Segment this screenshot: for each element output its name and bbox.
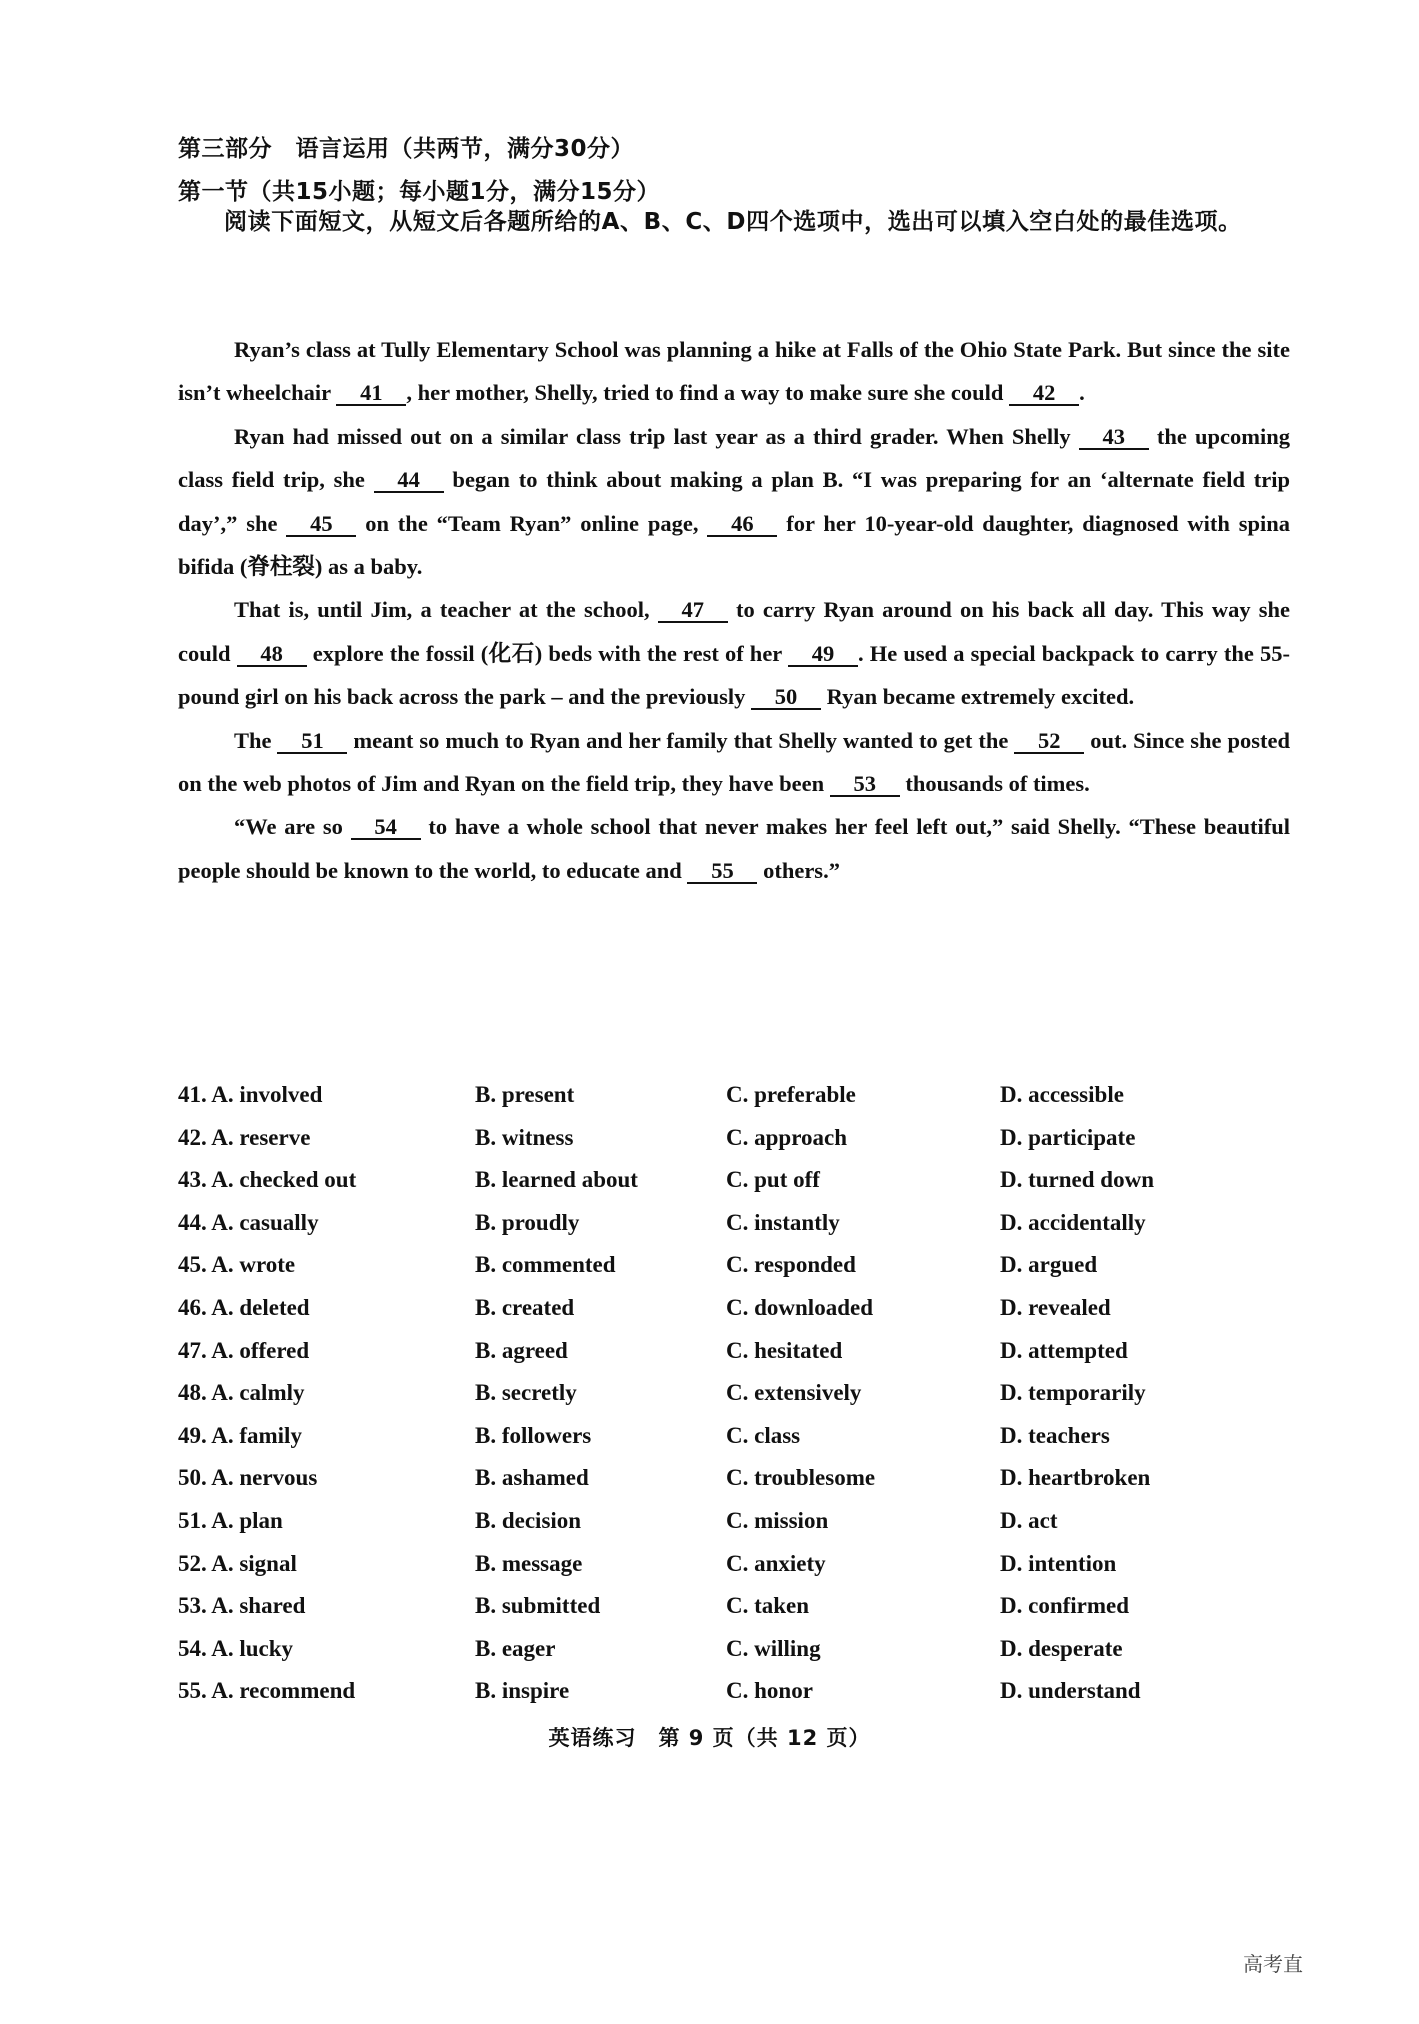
passage-text: to have a whole school that never makes her feel left out,” said Shelly. “These beautiful people should be known to the world, to educate and (178, 814, 1290, 883)
option-a: 52. A. signal (178, 1550, 297, 1576)
passage-text: thousands of times. (899, 771, 1090, 797)
passage-text: . (1079, 380, 1085, 406)
option-a: 45. A. wrote (178, 1252, 296, 1278)
option-d: D. act (1000, 1507, 1058, 1533)
passage-text: That is, until Jim, a teacher at the school, (234, 597, 658, 623)
blank-42: 42 (1009, 382, 1079, 406)
option-c: C. willing (726, 1635, 821, 1661)
passage-text: began to think about making a plan B. “I was preparing for an ‘alternate field trip day’,” she (178, 467, 1290, 536)
option-a: 43. A. checked out (178, 1167, 357, 1193)
blank-54: 54 (351, 816, 421, 840)
blank-50: 50 (751, 686, 821, 710)
answer-options-table (178, 1082, 1308, 1721)
blank-44: 44 (374, 469, 444, 493)
option-d: D. attempted (1000, 1337, 1128, 1363)
question-45-options (178, 1252, 1308, 1295)
option-b: B. created (475, 1294, 575, 1320)
option-a: 44. A. casually (178, 1209, 319, 1235)
section-title: 第一节（共15小题；每小题1分，满分15分） (178, 179, 661, 205)
paragraph-5 (178, 805, 1290, 892)
passage-text: meant so much to Ryan and her family that Shelly wanted to get the (347, 727, 1015, 753)
question-42-options (178, 1125, 1308, 1168)
option-a: 55. A. recommend (178, 1678, 356, 1704)
blank-55: 55 (687, 860, 757, 884)
option-b: B. present (475, 1082, 575, 1107)
cloze-passage (178, 328, 1290, 892)
option-b: B. secretly (475, 1380, 577, 1406)
question-52-options (178, 1551, 1308, 1594)
option-c: C. responded (726, 1252, 856, 1278)
question-41-options (178, 1082, 1308, 1125)
question-48-options (178, 1380, 1308, 1423)
passage-text: others.” (757, 857, 840, 883)
passage-text: The (234, 727, 278, 753)
option-d: D. confirmed (1000, 1593, 1130, 1619)
option-a: 47. A. offered (178, 1337, 310, 1363)
blank-52: 52 (1014, 730, 1084, 754)
option-d: D. heartbroken (1000, 1465, 1151, 1491)
question-54-options (178, 1636, 1308, 1679)
passage-text: , her mother, Shelly, tried to find a way to make sure she could (406, 380, 1010, 406)
option-d: D. revealed (1000, 1294, 1111, 1320)
option-d: D. temporarily (1000, 1380, 1146, 1406)
blank-46: 46 (707, 513, 777, 537)
question-50-options (178, 1465, 1308, 1508)
option-d: D. teachers (1000, 1422, 1110, 1448)
instructions: 阅读下面短文，从短文后各题所给的A、B、C、D四个选项中，选出可以填入空白处的最佳选项。 (224, 209, 1242, 235)
passage-text: the upcoming class field trip, she (178, 423, 1290, 493)
option-d: D. participate (1000, 1124, 1136, 1150)
passage-text: explore the fossil (化石) beds with the rest of her (306, 640, 789, 666)
question-43-options (178, 1167, 1308, 1210)
option-a: 49. A. family (178, 1422, 302, 1448)
option-c: C. troublesome (726, 1465, 876, 1491)
question-47-options (178, 1338, 1308, 1381)
option-d: D. understand (1000, 1678, 1141, 1704)
paragraph-3 (178, 588, 1290, 718)
option-b: B. message (475, 1550, 583, 1576)
option-c: C. downloaded (726, 1294, 873, 1320)
paragraph-4 (178, 719, 1290, 806)
part-title: 第三部分 语言运用（共两节，满分30分） (178, 136, 635, 162)
paragraph-1 (178, 328, 1290, 415)
passage-text: for her 10-year-old daughter, diagnosed with spina bifida (脊柱裂) as a baby. (178, 510, 1291, 580)
page-footer: 英语练习 第 9 页（共 12 页） (548, 1726, 871, 1750)
option-b: B. eager (475, 1635, 556, 1661)
option-b: B. ashamed (475, 1465, 589, 1491)
passage-text: “We are so (234, 814, 351, 840)
option-a: 42. A. reserve (178, 1124, 311, 1150)
question-55-options (178, 1678, 1308, 1721)
question-51-options (178, 1508, 1308, 1551)
paragraph-2 (178, 415, 1290, 589)
blank-41: 41 (336, 382, 406, 406)
option-b: B. proudly (475, 1209, 580, 1235)
option-b: B. inspire (475, 1678, 570, 1704)
option-c: C. anxiety (726, 1550, 826, 1576)
option-b: B. followers (475, 1422, 592, 1448)
option-c: C. hesitated (726, 1337, 843, 1363)
blank-51: 51 (277, 730, 347, 754)
option-d: D. desperate (1000, 1635, 1123, 1661)
blank-43: 43 (1079, 426, 1149, 450)
option-d: D. argued (1000, 1252, 1098, 1278)
option-c: C. preferable (726, 1082, 856, 1107)
option-c: C. approach (726, 1124, 847, 1150)
passage-text: . He used a special backpack to carry the 55-pound girl on his back across the park – and the previously (178, 640, 1291, 710)
option-a: 46. A. deleted (178, 1294, 310, 1320)
option-a: 54. A. lucky (178, 1635, 294, 1661)
option-a: 41. A. involved (178, 1082, 323, 1107)
blank-49: 49 (788, 643, 858, 667)
option-c: C. instantly (726, 1209, 840, 1235)
question-46-options (178, 1295, 1308, 1338)
option-b: B. witness (475, 1124, 574, 1150)
option-d: D. accessible (1000, 1082, 1124, 1107)
option-a: 53. A. shared (178, 1593, 306, 1619)
option-b: B. learned about (475, 1167, 638, 1193)
blank-45: 45 (286, 513, 356, 537)
option-c: C. put off (726, 1167, 820, 1193)
option-b: B. submitted (475, 1593, 601, 1619)
option-c: C. taken (726, 1593, 810, 1619)
option-b: B. commented (475, 1252, 616, 1278)
option-c: C. mission (726, 1507, 829, 1533)
question-44-options (178, 1210, 1308, 1253)
passage-text: to carry Ryan around on his back all day. This way she could (178, 597, 1290, 666)
option-d: D. accidentally (1000, 1209, 1146, 1235)
blank-53: 53 (830, 773, 900, 797)
passage-text: out. Since she posted on the web photos of Jim and Ryan on the field trip, they have been (178, 727, 1291, 797)
option-a: 50. A. nervous (178, 1465, 318, 1491)
passage-text: on the “Team Ryan” online page, (356, 510, 708, 536)
blank-47: 47 (658, 599, 728, 623)
option-c: C. class (726, 1422, 801, 1448)
blank-48: 48 (237, 643, 307, 667)
passage-text: Ryan’s class at Tully Elementary School was planning a hike at Falls of the Ohio State Park. But since the site isn’t wheelchair (178, 337, 1290, 406)
option-c: C. honor (726, 1678, 813, 1704)
passage-text: Ryan became extremely excited. (821, 684, 1135, 710)
option-c: C. extensively (726, 1380, 862, 1406)
passage-text: Ryan had missed out on a similar class trip last year as a third grader. When Shelly (234, 423, 1079, 449)
option-a: 51. A. plan (178, 1507, 283, 1533)
question-49-options (178, 1423, 1308, 1466)
question-53-options (178, 1593, 1308, 1636)
option-b: B. agreed (475, 1337, 568, 1363)
option-a: 48. A. calmly (178, 1380, 305, 1406)
watermark-text: 高考直 (1243, 1952, 1303, 1976)
option-d: D. intention (1000, 1550, 1117, 1576)
option-d: D. turned down (1000, 1167, 1155, 1193)
option-b: B. decision (475, 1507, 582, 1533)
